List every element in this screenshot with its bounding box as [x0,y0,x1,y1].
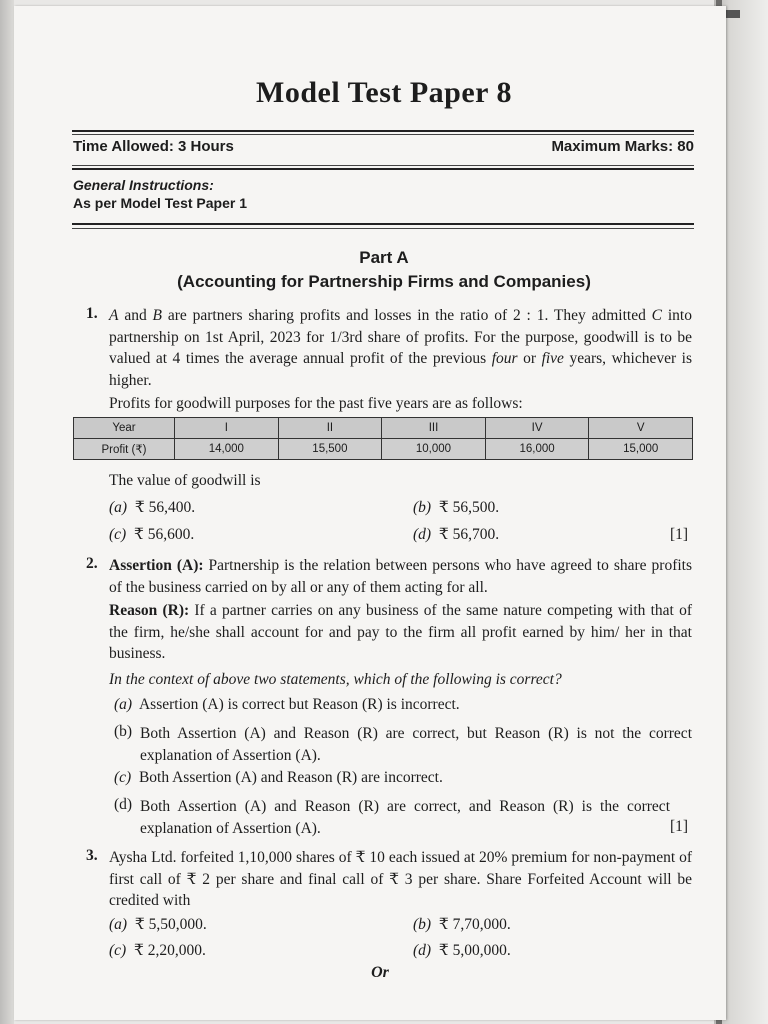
profits-intro: Profits for goodwill purposes for the past five years are as follows: [109,395,523,412]
option-a: (a) ₹ 5,50,000. [109,916,207,933]
option-c: (c) ₹ 2,20,000. [109,942,206,959]
assertion-text: Assertion (A): Partnership is the relation between persons who have agreed to share profits of the business carried on by all or any of them acting for all. [109,557,693,596]
question-1-marks: [1] [670,526,689,543]
part-label: Part A [359,248,409,267]
instructions-rule [72,223,694,225]
question-number: 1. [86,305,98,322]
table-cell: 10,000 [382,439,486,460]
table-cell: 15,000 [589,439,693,460]
question-2-context: In the context of above two statements, which of the following is correct? [109,671,562,688]
option-b: (b) ₹ 7,70,000. [413,916,511,933]
reason-text: Reason (R): If a partner carries on any business of the same nature competing with that of the firm, he/she shall account for and pay to the firm all profit earned by him/ her in that business. [109,602,692,662]
profit-table [73,417,693,460]
table-cell: 15,500 [278,439,382,460]
header-rule-bottom-thin [72,165,694,166]
question-3-text: Aysha Ltd. forfeited 1,10,000 shares of ₹ 10 each issued at 20% premium for non-payment of first call of ₹ 2 per share and final call of ₹ 3 per share. Share Forfeited Account will be credited with [109,849,692,909]
instructions-rule-thin [72,228,694,229]
option-d: (d) ₹ 56,700. [413,526,500,543]
option-b: Both Assertion (A) and Reason (R) are correct, but Reason (R) is not the correct explanation of Assertion (A). [140,725,692,764]
question-2-marks: [1] [670,818,689,835]
question-number: 2. [86,555,98,572]
table-cell: IV [485,418,589,439]
table-cell: Year [74,418,175,439]
table-cell: 16,000 [485,439,589,460]
question-1-text: A and B are partners sharing profits and losses in the ratio of 2 : 1. They admitted C into partnership on 1st April, 2023 for 1/3rd share of profits. For the purpose, goodwill is to be valued at 4 times the average annual profit of the previous four or five years, whichever is higher. [109,307,692,389]
table-row [74,439,693,460]
table-header-row [74,418,693,439]
general-instructions-body: As per Model Test Paper 1 [73,195,248,211]
time-allowed: Time Allowed: 3 Hours [73,138,234,155]
table-cell: III [382,418,486,439]
question-1-stem: The value of goodwill is [109,472,261,489]
header-rule-top-thin [72,134,694,135]
header-rule-top [72,130,694,132]
option-d-label: (d) [114,796,133,813]
maximum-marks: Maximum Marks: 80 [551,138,694,155]
scan-left-edge [0,0,14,1024]
table-cell: Profit (₹) [74,439,175,460]
table-cell: II [278,418,382,439]
question-number: 3. [86,847,98,864]
option-d: (d) ₹ 5,00,000. [413,942,511,959]
option-b-label: (b) [114,723,133,740]
page-title: Model Test Paper 8 [256,76,512,109]
option-c: (c) ₹ 56,600. [109,526,195,543]
general-instructions-heading: General Instructions: [73,177,214,193]
table-cell: V [589,418,693,439]
or-divider: Or [371,964,389,981]
option-a: (a) ₹ 56,400. [109,499,196,516]
option-c: (c) Both Assertion (A) and Reason (R) are incorrect. [114,769,443,786]
option-a: (a) Assertion (A) is correct but Reason (R) is incorrect. [114,696,460,713]
option-d: Both Assertion (A) and Reason (R) are correct, and Reason (R) is the correct explanation of Assertion (A). [140,798,670,837]
part-subtitle: (Accounting for Partnership Firms and Companies) [177,272,591,291]
header-rule-bottom [72,168,694,170]
option-b: (b) ₹ 56,500. [413,499,500,516]
table-cell: 14,000 [175,439,279,460]
table-cell: I [175,418,279,439]
